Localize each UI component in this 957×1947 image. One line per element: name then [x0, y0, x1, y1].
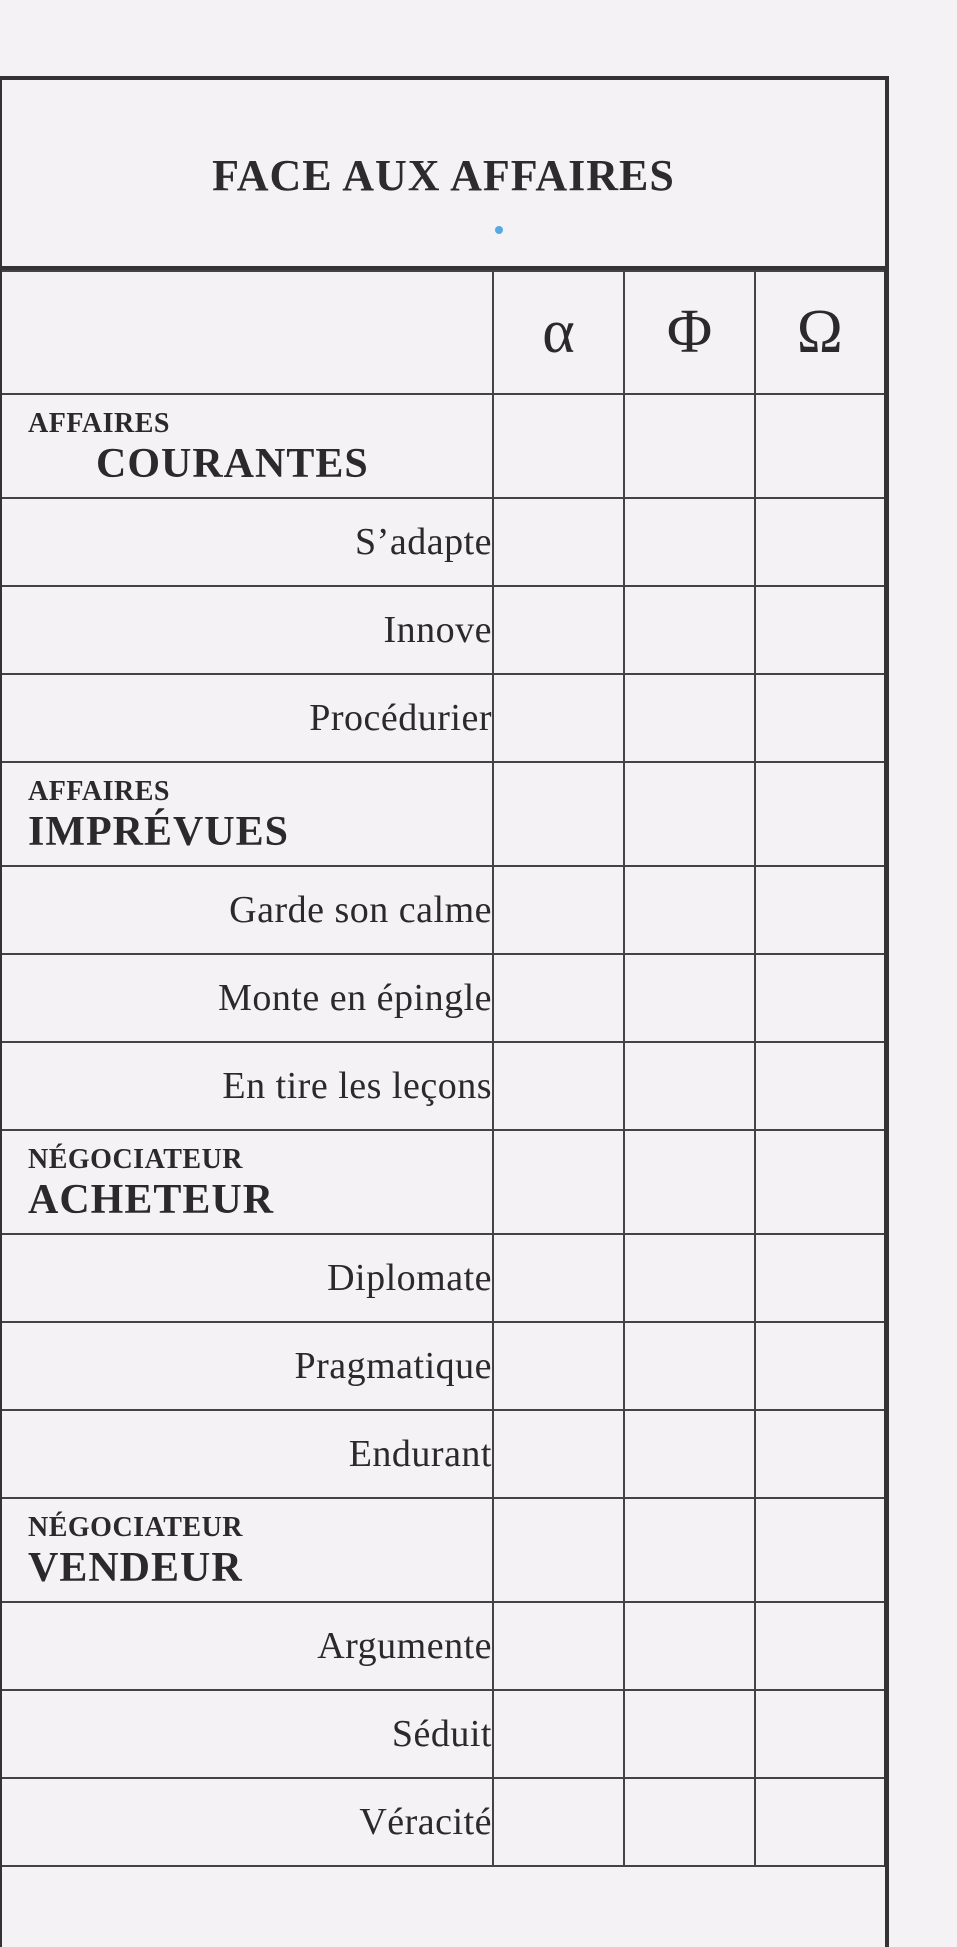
rating-cell-alpha[interactable] — [493, 394, 624, 498]
section-row-courantes — [2, 394, 885, 498]
item-label: S’adapte — [2, 498, 493, 586]
rating-cell-alpha[interactable] — [493, 1778, 624, 1866]
item-row — [2, 1042, 885, 1130]
rating-cell-phi[interactable] — [624, 1322, 755, 1410]
rating-cell-alpha[interactable] — [493, 1498, 624, 1602]
item-label: Endurant — [2, 1410, 493, 1498]
rating-cell-phi[interactable] — [624, 674, 755, 762]
rating-cell-alpha[interactable] — [493, 1130, 624, 1234]
rating-cell-alpha[interactable] — [493, 1234, 624, 1322]
section-category: NÉGOCIATEUR — [28, 1144, 244, 1175]
item-row — [2, 1234, 885, 1322]
rating-cell-omega[interactable] — [755, 498, 885, 586]
column-header-alpha: α — [493, 271, 624, 394]
rating-cell-phi[interactable] — [624, 1690, 755, 1778]
form-title: FACE AUX AFFAIRES — [212, 151, 675, 200]
rating-cell-omega[interactable] — [755, 1234, 885, 1322]
rating-cell-omega[interactable] — [755, 586, 885, 674]
rating-cell-phi[interactable] — [624, 1130, 755, 1234]
section-name: ACHETEUR — [28, 1177, 275, 1223]
section-name: IMPRÉVUES — [28, 809, 290, 855]
item-row — [2, 1410, 885, 1498]
rating-cell-phi[interactable] — [624, 498, 755, 586]
item-row — [2, 1322, 885, 1410]
rating-cell-phi[interactable] — [624, 1234, 755, 1322]
item-label: En tire les leçons — [2, 1042, 493, 1130]
rating-cell-alpha[interactable] — [493, 674, 624, 762]
section-row-vendeur — [2, 1498, 885, 1602]
item-row — [2, 1778, 885, 1866]
rating-cell-alpha[interactable] — [493, 954, 624, 1042]
evaluation-table — [2, 270, 887, 1867]
column-header-omega: Ω — [755, 271, 885, 394]
ink-dot — [495, 226, 503, 234]
section-category: NÉGOCIATEUR — [28, 1512, 244, 1543]
item-label: Innove — [2, 586, 493, 674]
section-name: COURANTES — [96, 441, 369, 487]
rating-cell-omega[interactable] — [755, 1410, 885, 1498]
rating-cell-omega[interactable] — [755, 1690, 885, 1778]
rating-cell-alpha[interactable] — [493, 1602, 624, 1690]
item-label: Pragmatique — [2, 1322, 493, 1410]
item-row — [2, 498, 885, 586]
rating-cell-omega[interactable] — [755, 674, 885, 762]
header-row — [2, 271, 885, 394]
rating-cell-omega[interactable] — [755, 1778, 885, 1866]
item-label: Argumente — [2, 1602, 493, 1690]
section-row-acheteur — [2, 1130, 885, 1234]
item-label: Garde son calme — [2, 866, 493, 954]
rating-cell-alpha[interactable] — [493, 762, 624, 866]
rating-cell-omega[interactable] — [755, 954, 885, 1042]
item-row — [2, 674, 885, 762]
section-label-cell — [2, 394, 493, 498]
item-label: Monte en épingle — [2, 954, 493, 1042]
rating-cell-phi[interactable] — [624, 1498, 755, 1602]
title-box — [2, 80, 885, 270]
rating-cell-phi[interactable] — [624, 954, 755, 1042]
rating-cell-phi[interactable] — [624, 762, 755, 866]
section-row-imprevues — [2, 762, 885, 866]
rating-cell-omega[interactable] — [755, 394, 885, 498]
section-name: VENDEUR — [28, 1545, 243, 1591]
rating-cell-alpha[interactable] — [493, 1690, 624, 1778]
rating-cell-phi[interactable] — [624, 866, 755, 954]
item-row — [2, 1602, 885, 1690]
section-label-cell — [2, 762, 493, 866]
rating-cell-alpha[interactable] — [493, 586, 624, 674]
column-header-phi: Φ — [624, 271, 755, 394]
rating-cell-omega[interactable] — [755, 1602, 885, 1690]
section-category: AFFAIRES — [28, 408, 170, 439]
item-label: Diplomate — [2, 1234, 493, 1322]
rating-cell-phi[interactable] — [624, 1778, 755, 1866]
rating-cell-alpha[interactable] — [493, 1322, 624, 1410]
form-frame — [0, 76, 889, 1947]
section-category: AFFAIRES — [28, 776, 170, 807]
section-label-cell — [2, 1498, 493, 1602]
item-row — [2, 866, 885, 954]
rating-cell-alpha[interactable] — [493, 866, 624, 954]
item-label: Séduit — [2, 1690, 493, 1778]
item-row — [2, 586, 885, 674]
rating-cell-omega[interactable] — [755, 1042, 885, 1130]
rating-cell-phi[interactable] — [624, 1602, 755, 1690]
rating-cell-phi[interactable] — [624, 586, 755, 674]
item-row — [2, 954, 885, 1042]
rating-cell-omega[interactable] — [755, 866, 885, 954]
rating-cell-phi[interactable] — [624, 1410, 755, 1498]
rating-cell-alpha[interactable] — [493, 1042, 624, 1130]
rating-cell-alpha[interactable] — [493, 1410, 624, 1498]
item-label: Véracité — [2, 1778, 493, 1866]
item-label: Procédurier — [2, 674, 493, 762]
rating-cell-omega[interactable] — [755, 762, 885, 866]
item-row — [2, 1690, 885, 1778]
rating-cell-phi[interactable] — [624, 394, 755, 498]
rating-cell-omega[interactable] — [755, 1322, 885, 1410]
rating-cell-alpha[interactable] — [493, 498, 624, 586]
section-label-cell — [2, 1130, 493, 1234]
header-blank-cell — [2, 271, 493, 394]
rating-cell-omega[interactable] — [755, 1130, 885, 1234]
rating-cell-omega[interactable] — [755, 1498, 885, 1602]
rating-cell-phi[interactable] — [624, 1042, 755, 1130]
